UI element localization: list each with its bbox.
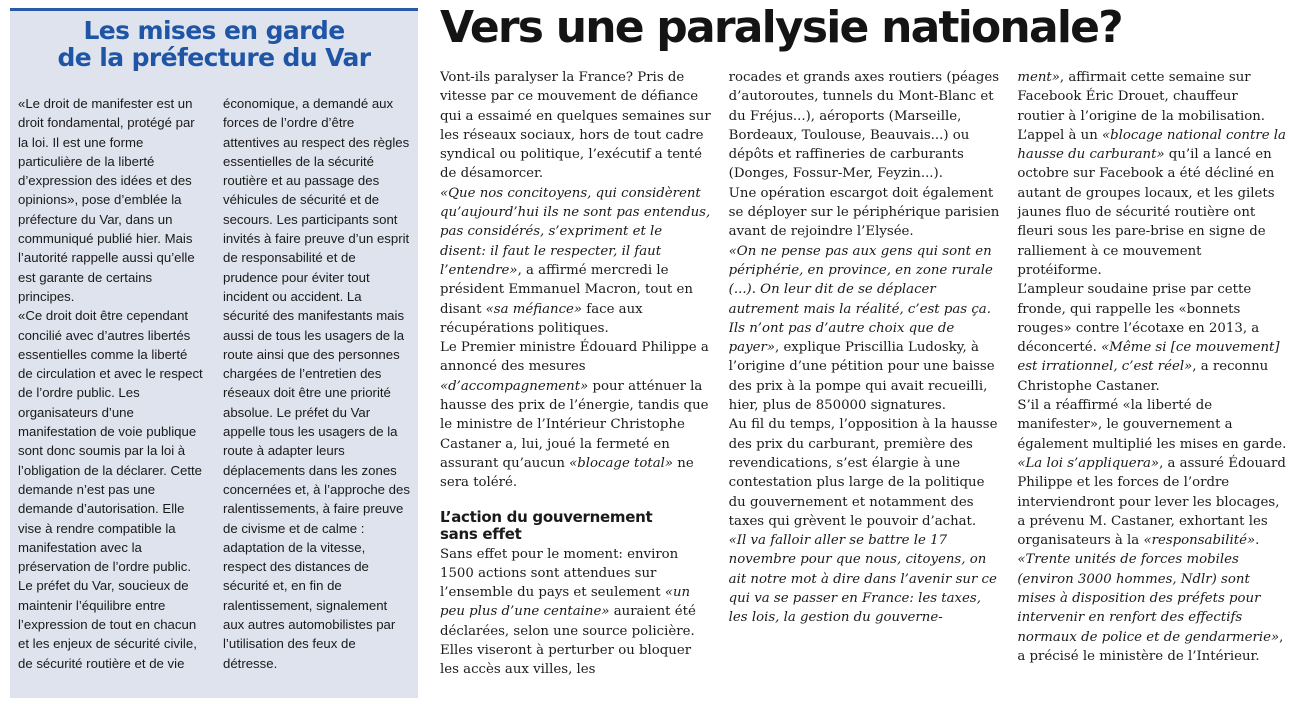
- quote: «blocage national contre la hausse du carburant»: [1017, 127, 1286, 163]
- article-paragraph: Vont-ils paralyser la France? Pris de vitesse par ce mouvement de défiance qui a essaimé en quelques semaines sur les réseaux sociaux, hors de tout cadre syndical ou politique, l’exécutif a tenté de désamorcer.: [440, 70, 711, 182]
- article-paragraph: [1017, 126, 1288, 280]
- sidebar-column-2: [223, 94, 410, 673]
- text: Le Premier ministre Édouard Philippe a annoncé des mesures: [440, 340, 709, 375]
- text: , affirmait cette semaine sur Facebook Éric Drouet, chauffeur routier à l’origine de la mobilisation.: [1017, 70, 1266, 124]
- text: .: [1255, 533, 1260, 549]
- article-headline: Vers une paralysie nationale?: [440, 2, 1122, 53]
- sidebar-box: [10, 8, 418, 698]
- sidebar-title-line1: Les mises en garde: [83, 16, 345, 45]
- sidebar-paragraph: économique, a demandé aux forces de l’ordre d’être attentives au respect des règles essentielles de la sécurité routière et au passage des véhicules de sécurité et de secours. Les participants sont invités à faire preuve d’un esprit de responsabilité et de prudence pour éviter tout incident ou accident. La sécurité des manifestants mais aussi de tous les usagers de la route ainsi que des personnes chargées de l’entretien des réseaux doit être une priorité absolue. Le préfet du Var appelle tous les usagers de la route à adapter leurs déplacements dans les zones concernées et, à l’approche des ralentissements, à faire preuve de civisme et de calme : adaptation de la vitesse, respect des distances de sécurité et, en fin de ralentissement, signalement aux autres automobilistes par l’utilisation des feux de détresse.: [223, 96, 410, 671]
- article-paragraph: [1017, 68, 1288, 126]
- quote: «d’accompagnement»: [440, 378, 589, 394]
- quote: «Même si [ce mouvement] est irrationnel, c’est réel»: [1017, 340, 1280, 375]
- article-body: [440, 68, 1288, 713]
- quote: «Il va falloir aller se battre le 17 novembre pour que nous, citoyens, on ait notre mot à dire dans l’avenir sur ce qui va se passer en France: les taxes, les lois, la gestion du gouverne-: [728, 533, 997, 626]
- sidebar-title: [18, 17, 410, 71]
- article-paragraph: [729, 242, 1000, 416]
- article-paragraph: [1017, 396, 1288, 550]
- text: , a assuré Édouard Philippe et les forces de l’ordre interviendront pour lever les blocages, a prévenu M. Castaner, exhortant les organisateurs à la: [1017, 455, 1286, 549]
- quote: «sa méfiance»: [485, 301, 583, 317]
- text: qu’il a lancé en octobre sur Facebook a été décliné en autant de groupes locaux, et les gilets jaunes fluo de sécurité routière ont fleuri sous les pare-brise en signe de ralliement à ce mouvement protéiforme.: [1017, 147, 1275, 278]
- quote: ment»: [1017, 70, 1060, 85]
- text: , a reconnu Christophe Castaner.: [1017, 359, 1269, 394]
- text: auraient été déclarées, selon une source policière. Elles viseront à perturber ou bloquer les accès aux villes, les: [440, 604, 696, 678]
- subheading-line1: L’action du gouvernement: [440, 507, 653, 526]
- article-column-3: [1017, 68, 1288, 713]
- text: , explique Priscillia Ludosky, à l’origine d’une pétition pour une baisse des prix à la pompe qui avait recueilli, hier, plus de 850000 signatures.: [728, 340, 995, 414]
- quote: «un peu plus d’une centaine»: [440, 585, 691, 620]
- quote: «Que nos concitoyens, qui considèrent qu’aujourd’hui ils ne sont pas entendus, pas considérés, s’expriment et le disent: il faut le respecter, il faut l’entendre»: [440, 185, 711, 278]
- text: pour atténuer la hausse des prix de l’énergie, tandis que le ministre de l’Intérieur Christophe Castaner a, lui, joué la fermeté en assurant qu’aucun: [440, 378, 709, 471]
- article-paragraph: Au fil du temps, l’opposition à la hausse des prix du carburant, première des revendications, s’est élargie à une contestation plus large de la politique du gouvernement et notamment des taxes qui grèvent le pouvoir d’achat.: [728, 417, 998, 529]
- article-paragraph: [440, 184, 711, 338]
- article-paragraph: [440, 545, 711, 680]
- article-paragraph: [1017, 280, 1288, 396]
- article-paragraph: Une opération escargot doit également se déployer sur le périphérique parisien avant de rejoindre l’Elysée.: [728, 185, 1000, 240]
- sidebar-paragraph: «Ce droit doit être cependant concilié avec d’autres libertés essentielles comme la liberté de circulation et avec le respect de l’ordre public. Les organisateurs d’une manifestation de voie publique sont donc soumis par la loi à l’obligation de la déclarer. Cette demande n’est pas une demande d’autorisation. Elle vise à rendre compatible la manifestation avec la préservation de l’ordre public. Le préfet du Var, soucieux de maintenir l’équilibre entre l’expression de tout en chacun et les enjeux de sécurité civile, de sécurité routière et de vie: [18, 308, 203, 671]
- text: S’il a réaffirmé «la liberté de manifester», le gouvernement a également multiplié les mises en garde.: [1017, 398, 1287, 452]
- sidebar-paragraph: «Le droit de manifester est un droit fondamental, protégé par la loi. Il est une forme particulière de la liberté d’expression des idées et des opinions», pose d’emblée la préfecture du Var, dans un communiqué publié hier. Mais l’autorité rappelle aussi qu’elle est garante de certains principes.: [18, 96, 195, 304]
- article-column-2: [729, 68, 1000, 713]
- quote: «blocage total»: [569, 455, 674, 471]
- article-column-1: [440, 68, 711, 713]
- quote: «On ne pense pas aux gens qui sont en périphérie, en province, en zone rurale (...). On leur dit de se déplacer autrement mais la réalité, c’est pas ça. Ils n’ont pas d’autre choix que de payer»: [728, 243, 993, 356]
- text: Sans effet pour le moment: environ 1500 actions sont attendues sur l’ensemble du pays et seulement: [440, 546, 679, 601]
- article-paragraph: rocades et grands axes routiers (péages d’autoroutes, tunnels du Mont-Blanc et du Fréjus...), aéroports (Marseille, Bordeaux, Toulouse, Beauvais...) ou dépôts et raffineries de carburants (Donges, Fossur-Mer, Feyzin...).: [728, 70, 1000, 182]
- sidebar-title-line2: de la préfecture du Var: [57, 43, 371, 72]
- article-paragraph: [440, 338, 711, 492]
- text: L’appel à un: [1017, 127, 1103, 143]
- text: ne sera toléré.: [440, 455, 694, 491]
- text: , a affirmé mercredi le président Emmanuel Macron, tout en disant: [440, 262, 693, 317]
- text: L’ampleur soudaine prise par cette fronde, qui rappelle les «bonnets rouges» contre l’écotaxe en 2013, a déconcerté.: [1017, 282, 1260, 356]
- quote: «La loi s’appliquera»: [1017, 455, 1160, 471]
- quote: «Trente unités de forces mobiles (environ 3000 hommes, Ndlr) sont mises à disposition des préfets pour intervenir en renfort des effectifs normaux de police et de gendarmerie»: [1017, 552, 1280, 645]
- article-paragraph: [729, 531, 1000, 627]
- text: face aux récupérations politiques.: [440, 301, 643, 336]
- quote: «responsabilité»: [1143, 533, 1256, 549]
- article-paragraph: [1017, 550, 1288, 666]
- article-subheading: [440, 509, 711, 543]
- text: , a précisé le ministère de l’Intérieur.: [1017, 629, 1284, 664]
- sidebar-columns: [18, 94, 410, 673]
- subheading-line2: sans effet: [440, 524, 522, 543]
- sidebar-column-1: [18, 94, 205, 673]
